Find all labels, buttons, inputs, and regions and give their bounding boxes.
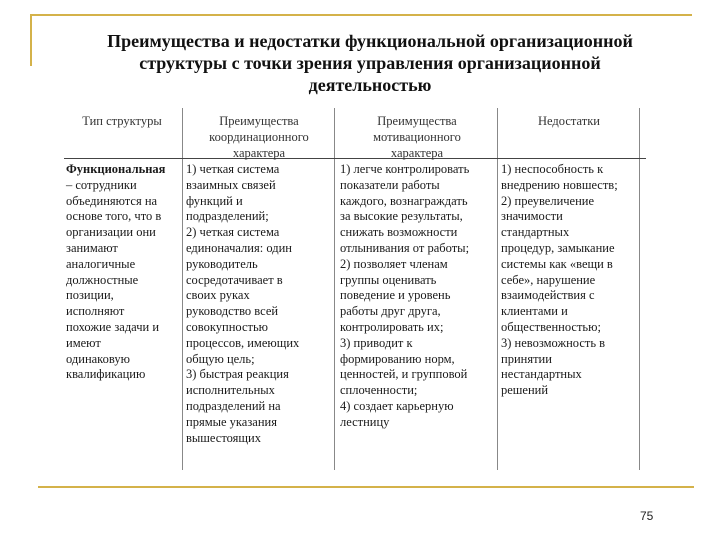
cell-text-line: руководство всей: [186, 304, 279, 319]
cell-text-line: процессов, имеющих: [186, 335, 300, 350]
cell-text-line: 1) неспособность к: [501, 162, 604, 176]
cell-text-line: показатели работы: [340, 177, 440, 192]
structure-type-heading: Функциональная: [66, 162, 166, 176]
cell-text-line: единоначалия: один: [186, 240, 292, 255]
cell-text-line: себе», нарушение: [501, 272, 596, 287]
cell-text-line: своих руках: [186, 288, 250, 303]
cell-text-line: сплоченности;: [340, 383, 418, 398]
cell-text-line: лестницу: [340, 414, 390, 429]
title-line: Преимущества и недостатки функциональной организационной: [107, 31, 633, 51]
title-line: деятельностью: [308, 75, 432, 95]
header-text: характера: [232, 145, 286, 160]
cell-text-line: исполняют: [66, 304, 125, 319]
cell-text-line: организации они: [66, 225, 156, 240]
header-text: характера: [390, 145, 444, 160]
cell-text-line: за высокие результаты,: [340, 209, 463, 224]
frame-top-line: [30, 14, 692, 16]
cell-structure-type: [66, 162, 181, 383]
cell-text-line: совокупностью: [186, 319, 269, 334]
column-divider: [182, 108, 183, 470]
comparison-table: [64, 108, 646, 470]
cell-text-line: функций и: [186, 193, 243, 208]
cell-text-line: каждого, вознаграждать: [340, 193, 468, 208]
cell-text-line: формированию норм,: [340, 351, 455, 366]
cell-text-line: руководитель: [186, 256, 258, 271]
column-divider: [639, 108, 640, 470]
cell-text-line: 3) быстрая реакция: [186, 367, 289, 382]
cell-text-line: принятии: [501, 351, 552, 366]
cell-text-line: системы как «вещи в: [501, 256, 613, 271]
header-motivation: [340, 114, 494, 161]
cell-text-line: решений: [501, 383, 549, 398]
header-text: Тип структуры: [82, 114, 162, 128]
cell-text-line: подразделений;: [186, 209, 269, 224]
frame-left-line: [30, 14, 32, 66]
header-text: Недостатки: [538, 114, 600, 128]
cell-text-line: одинаковую: [66, 351, 130, 366]
frame-bottom-line: [38, 486, 694, 488]
cell-text-line: похожие задачи и: [66, 319, 160, 334]
cell-text-line: группы оценивать: [340, 272, 437, 287]
header-text: Преимущества: [377, 114, 457, 128]
cell-drawbacks: [501, 162, 639, 399]
cell-text-line: 2) преувеличение: [501, 193, 595, 208]
cell-text-line: взаимных связей: [186, 177, 276, 192]
cell-text-line: объединяются на: [66, 193, 158, 208]
cell-text-line: работы друг друга,: [340, 304, 441, 319]
cell-text-line: ценностей, и групповой: [340, 367, 468, 382]
cell-text-line: 1) четкая система: [186, 162, 280, 176]
cell-text-line: аналогичные: [66, 256, 136, 271]
cell-text-line: поведение и уровень: [340, 288, 451, 303]
cell-text-line: подразделений на: [186, 398, 281, 413]
cell-text-line: процедур, замыкание: [501, 240, 615, 255]
header-type: [64, 114, 180, 130]
cell-text-line: нестандартных: [501, 367, 582, 382]
cell-text-line: клиентами и: [501, 304, 568, 319]
cell-text-line: снижать возможности: [340, 225, 458, 240]
cell-text-line: вышестоящих: [186, 430, 261, 445]
cell-text-line: сосредотачивает в: [186, 272, 283, 287]
cell-text-line: 2) четкая система: [186, 225, 280, 240]
cell-motivation-advantages: [340, 162, 496, 431]
cell-text-line: позиции,: [66, 288, 114, 303]
column-divider: [497, 108, 498, 470]
cell-text-line: отлынивания от работы;: [340, 240, 470, 255]
cell-text-line: 3) приводит к: [340, 335, 413, 350]
cell-text-line: общую цель;: [186, 351, 255, 366]
cell-text-line: – сотрудники: [66, 177, 137, 192]
cell-text-line: внедрению новшеств;: [501, 177, 618, 192]
cell-text-line: основе того, что в: [66, 209, 162, 224]
cell-text-line: стандартных: [501, 225, 570, 240]
header-coordination: [186, 114, 332, 161]
cell-coordination-advantages: [186, 162, 334, 446]
cell-text-line: занимают: [66, 240, 118, 255]
header-drawbacks: [501, 114, 637, 130]
cell-text-line: исполнительных: [186, 383, 275, 398]
cell-text-line: 2) позволяет членам: [340, 256, 448, 271]
page-number: 75: [640, 509, 654, 523]
cell-text-line: квалификацию: [66, 367, 146, 382]
cell-text-line: общественностью;: [501, 319, 601, 334]
cell-text-line: контролировать их;: [340, 319, 444, 334]
cell-text-line: взаимодействия с: [501, 288, 595, 303]
title-line: структуры с точки зрения управления организационной: [139, 53, 601, 73]
column-divider: [334, 108, 335, 470]
cell-text-line: 4) создает карьерную: [340, 398, 454, 413]
cell-text-line: должностные: [66, 272, 139, 287]
header-text: Преимущества: [219, 114, 299, 128]
cell-text-line: 3) невозможность в: [501, 335, 606, 350]
slide-title: [40, 30, 700, 96]
cell-text-line: значимости: [501, 209, 563, 224]
cell-text-line: прямые указания: [186, 414, 277, 429]
header-text: координационного: [209, 129, 309, 144]
cell-text-line: имеют: [66, 335, 101, 350]
cell-text-line: 1) легче контролировать: [340, 162, 470, 176]
header-text: мотивационного: [373, 129, 461, 144]
